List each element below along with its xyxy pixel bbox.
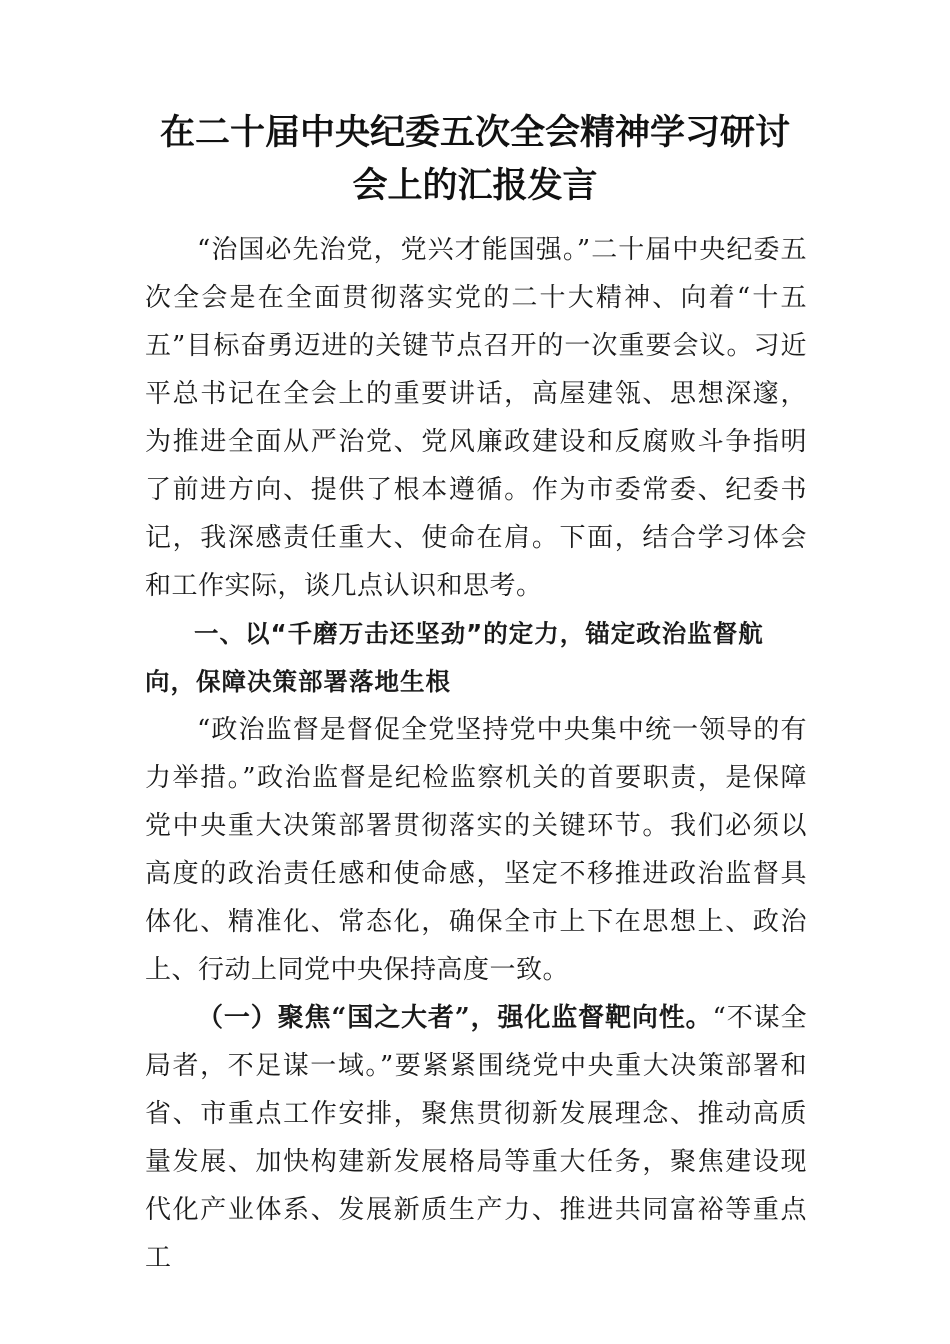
section-heading-1: 一、以“千磨万击还坚劲”的定力，锚定政治监督航向，保障决策部署落地生根 xyxy=(145,619,764,696)
document-title xyxy=(120,106,830,212)
subsection-1-text: “不谋全局者，不足谋一域。”要紧紧围绕党中央重大决策部署和省、市重点工作安排，聚焦贯彻新发展理念、推动高质量发展、加快构建新发展格局等重大任务，聚焦建设现代化产业体系、发展新质生产力、推进共同富裕等重点工 xyxy=(145,1003,807,1273)
title-line-1: 在二十届中央纪委五次全会精神学习研讨 xyxy=(159,112,790,153)
subsection-1-lead: （一）聚焦“国之大者”，强化监督靶向性。 xyxy=(197,1003,713,1033)
title-line-2: 会上的汇报发言 xyxy=(352,165,598,206)
intro-paragraph: “治国必先治党，党兴才能国强。”二十届中央纪委五次全会是在全面贯彻落实党的二十大精神、向着“十五五”目标奋勇迈进的关键节点召开的一次重要会议。习近平总书记在全会上的重要讲话，高屋建瓴、思想深邃，为推进全面从严治党、党风廉政建设和反腐败斗争指明了前进方向、提供了根本遵循。作为市委常委、纪委书记，我深感责任重大、使命在肩。下面，结合学习体会和工作实际，谈几点认识和思考。 xyxy=(145,235,807,601)
section-1-paragraph: “政治监督是督促全党坚持党中央集中统一领导的有力举措。”政治监督是纪检监察机关的首要职责，是保障党中央重大决策部署贯彻落实的关键环节。我们必须以高度的政治责任感和使命感，坚定不移推进政治监督具体化、精准化、常态化，确保全市上下在思想上、政治上、行动上同党中央保持高度一致。 xyxy=(145,715,807,985)
subsection-1-paragraph xyxy=(145,994,807,1282)
document-body xyxy=(145,226,807,1282)
